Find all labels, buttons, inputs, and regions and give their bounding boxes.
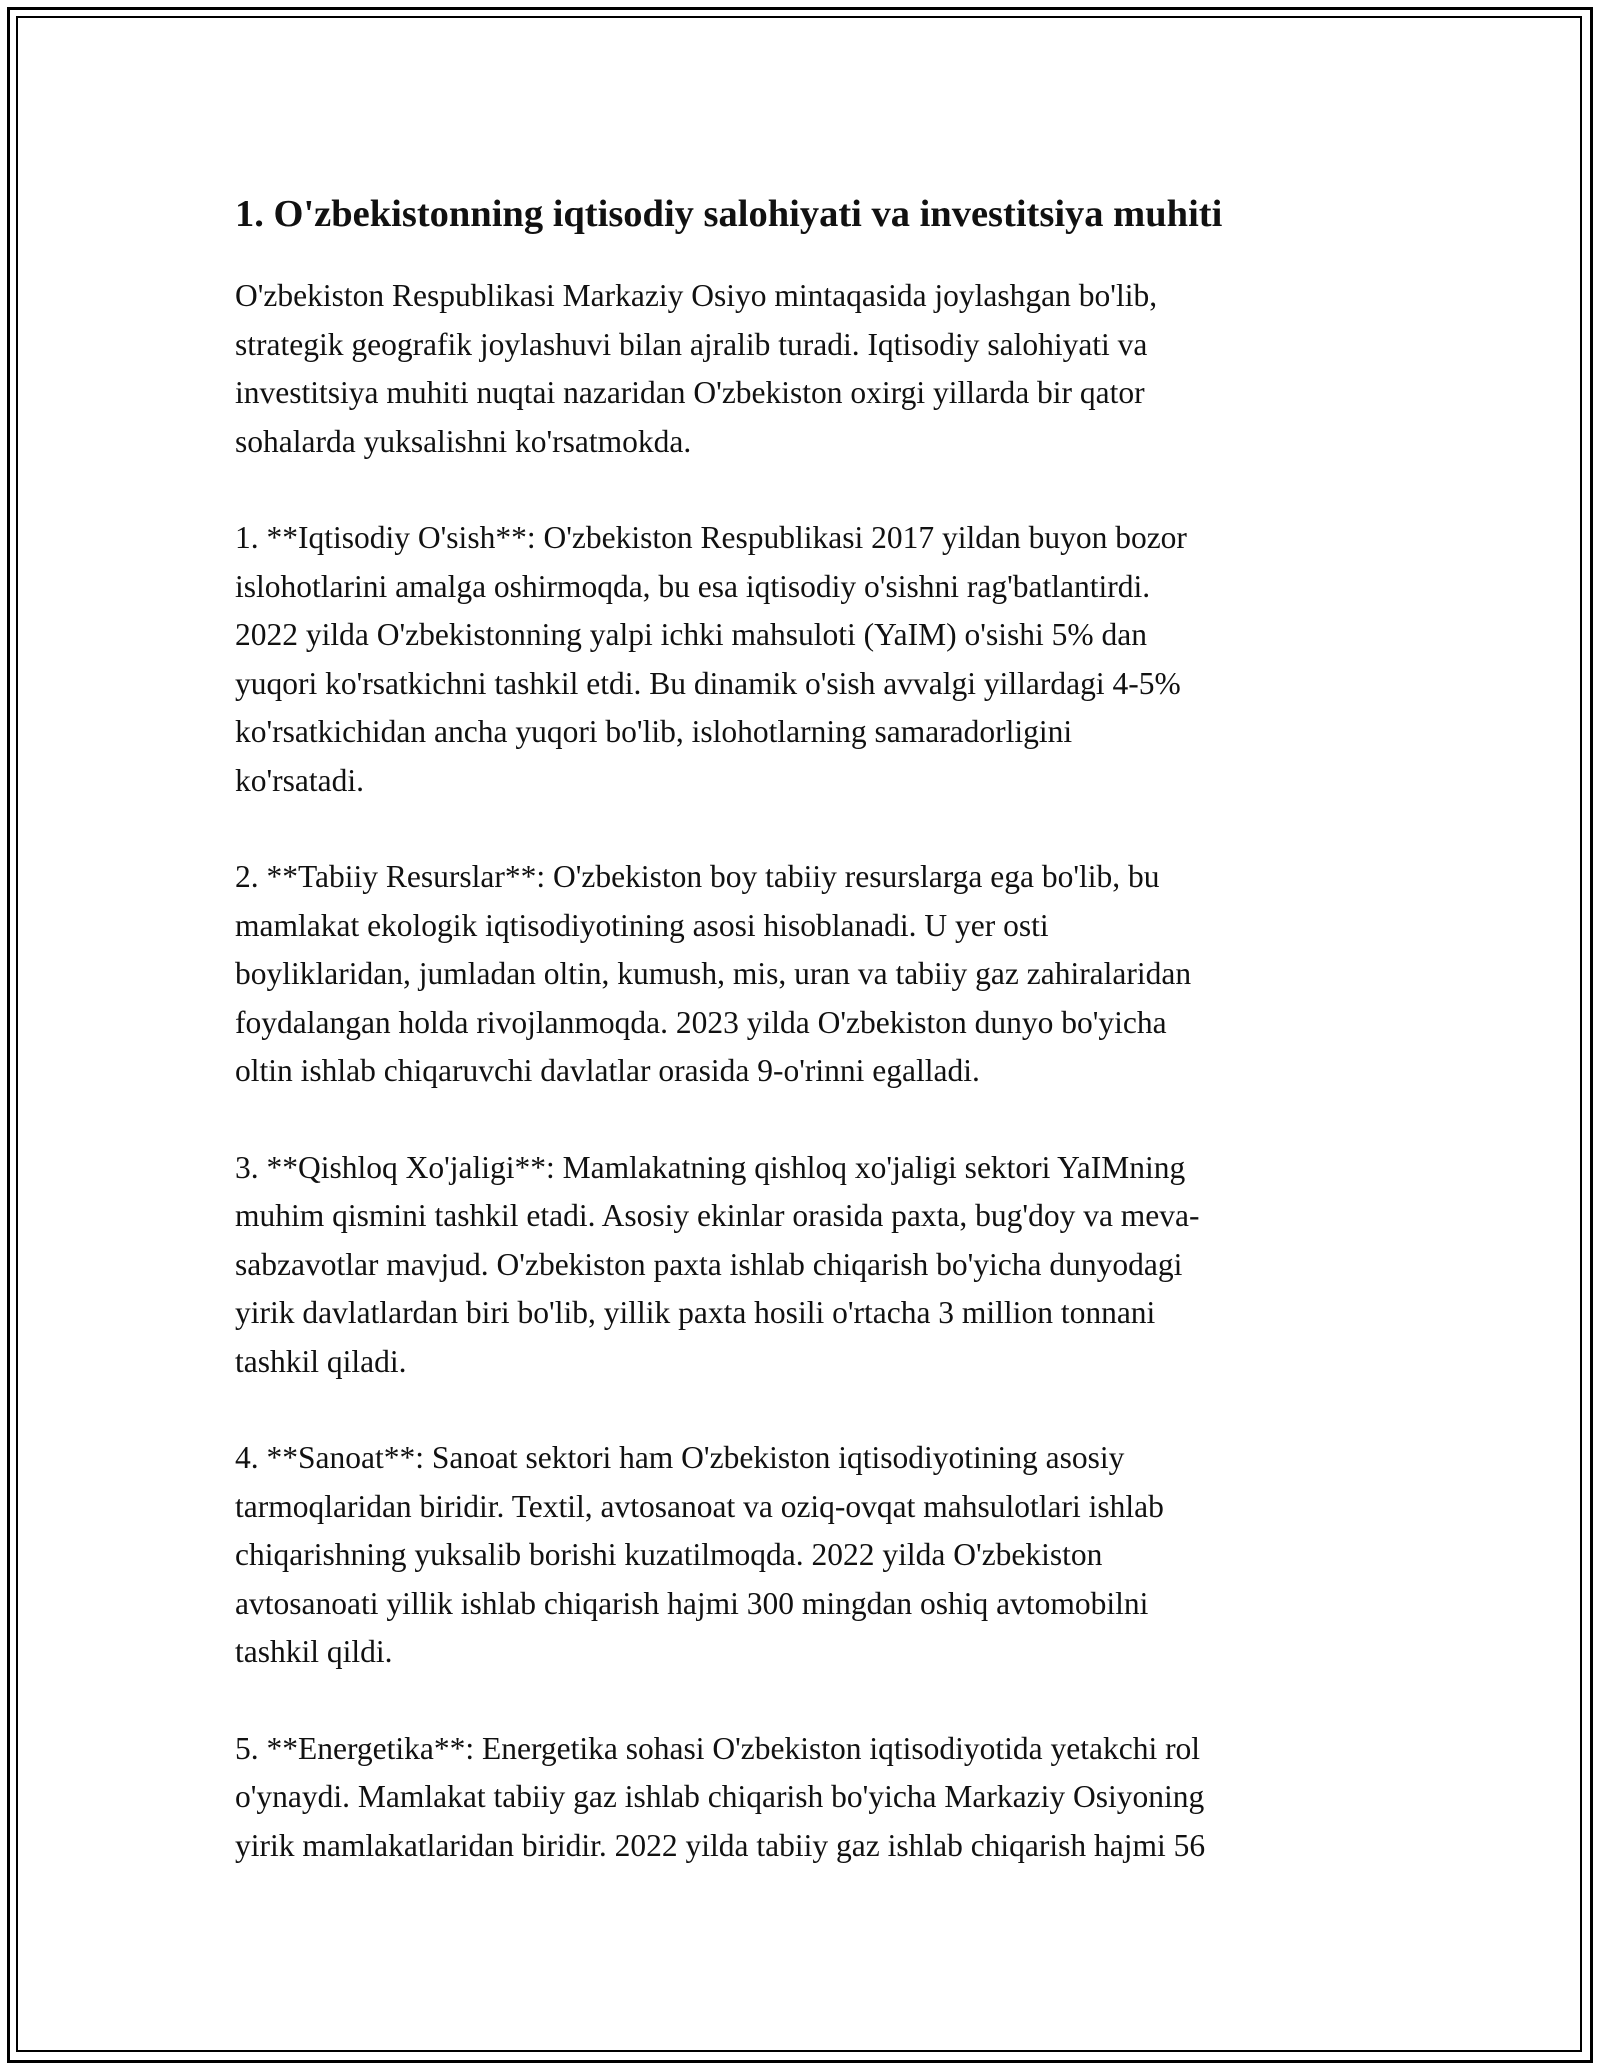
- paragraph-energy: 5. **Energetika**: Energetika sohasi O'zbekiston iqtisodiyotida yetakchi rol o'ynaydi. Mamlakat tabiiy gaz ishlab chiqarish bo'yicha Markaziy Osiyoning yirik mamlakatlaridan biridir. 2022 yilda tabiiy gaz ishlab chiqarish hajmi 56: [235, 1730, 1206, 1863]
- intro-paragraph: O'zbekiston Respublikasi Markaziy Osiyo mintaqasida joylashgan bo'lib, strategik geografik joylashuvi bilan ajralib turadi. Iqtisodiy salohiyati va investitsiya muhiti nuqtai nazaridan O'zbekiston oxirgi yillarda bir qator sohalarda yuksalishni ko'rsatmokda.: [235, 278, 1158, 459]
- document-title: 1. O'zbekistonning iqtisodiy salohiyati va investitsiya muhiti: [235, 193, 1223, 235]
- paragraph-industry: 4. **Sanoat**: Sanoat sektori ham O'zbekiston iqtisodiyotining asosiy tarmoqlaridan biridir. Textil, avtosanoat va oziq-ovqat mahsulotlari ishlab chiqarishning yuksalib borishi kuzatilmoqda. 2022 yilda O'zbekiston avtosanoati yillik ishlab chiqarish hajmi 300 mingdan oshiq avtomobilni tashkil qildi.: [235, 1440, 1164, 1669]
- paragraph-natural-resources: 2. **Tabiiy Resurslar**: O'zbekiston boy tabiiy resurslarga ega bo'lib, bu mamlakat ekologik iqtisodiyotining asosi hisoblanadi. U yer osti boyliklaridan, jumladan oltin, kumush, mis, uran va tabiiy gaz zahiralaridan foydalangan holda rivojlanmoqda. 2023 yilda O'zbekiston dunyo bo'yicha oltin ishlab chiqaruvchi davlatlar orasida 9-o'rinni egalladi.: [235, 859, 1192, 1088]
- paragraph-agriculture: 3. **Qishloq Xo'jaligi**: Mamlakatning qishloq xo'jaligi sektori YaIMning muhim qismini tashkil etadi. Asosiy ekinlar orasida paxta, bug'doy va meva- sabzavotlar mavjud. O'zbekiston paxta ishlab chiqarish bo'yicha dunyodagi yirik davlatlardan biri bo'lib, yillik paxta hosili o'rtacha 3 million tonnani tashkil qiladi.: [235, 1149, 1200, 1379]
- paragraph-economic-growth: 1. **Iqtisodiy O'sish**: O'zbekiston Respublikasi 2017 yildan buyon bozor islohotlarini amalga oshirmoqda, bu esa iqtisodiy o'sishni rag'batlantirdi. 2022 yilda O'zbekistonning yalpi ichki mahsuloti (YaIM) o'sishi 5% dan yuqori ko'rsatkichni tashkil etdi. Bu dinamik o'sish avvalgi yillardagi 4-5% ko'rsatkichidan ancha yuqori bo'lib, islohotlarning samaradorligini ko'rsatadi.: [235, 520, 1187, 798]
- document-body: [235, 186, 1385, 1870]
